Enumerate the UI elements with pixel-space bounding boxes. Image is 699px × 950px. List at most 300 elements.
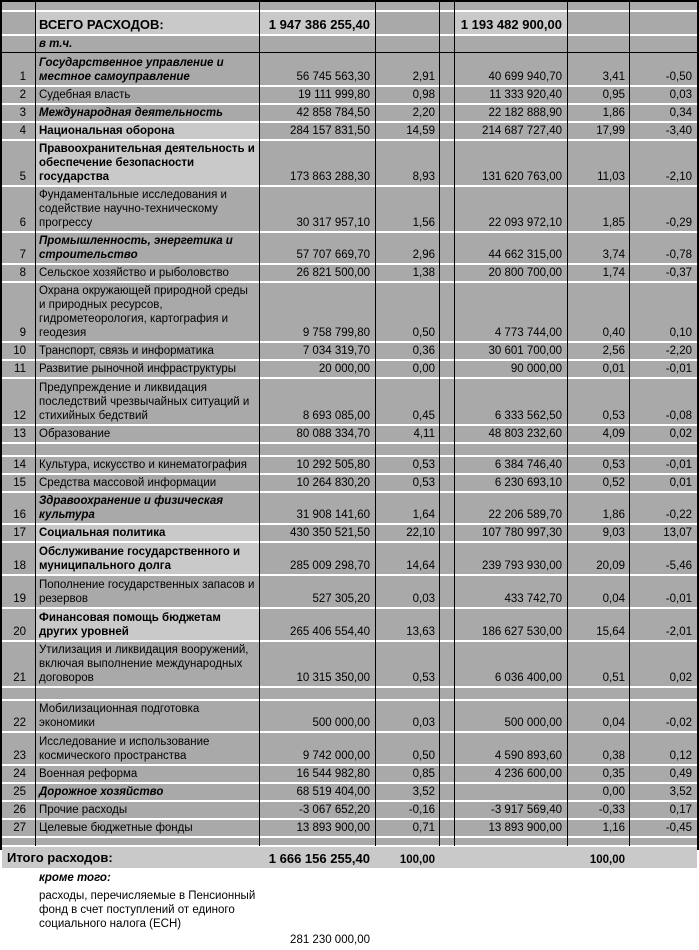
pct-plan-cell[interactable]: 0,36 [412, 345, 435, 357]
amount-plan-cell[interactable] [259, 870, 375, 886]
diff-cell[interactable]: -0,45 [665, 822, 692, 834]
row-number-cell[interactable]: 18 [13, 560, 26, 572]
amount-fact-cell[interactable] [454, 847, 567, 868]
pct-fact-cell[interactable] [567, 838, 629, 845]
empty-cell[interactable] [629, 688, 697, 699]
row-number-cell[interactable]: 20 [13, 626, 26, 638]
gap-cell[interactable] [439, 87, 454, 103]
amount-plan-cell[interactable]: 20 000,00 [318, 363, 370, 375]
table-row [2, 187, 697, 233]
table-row [2, 701, 697, 733]
table-row [2, 475, 697, 493]
gap-cell[interactable] [439, 426, 454, 442]
diff-cell[interactable]: 13,07 [663, 527, 692, 539]
amount-fact-cell[interactable]: 6 384 746,40 [494, 459, 562, 471]
amount-fact-cell[interactable]: 4 236 600,00 [494, 768, 562, 780]
diff-cell[interactable]: 0,01 [669, 477, 692, 489]
subtotal-label[interactable]: Итого расходов: [7, 850, 113, 865]
diff-cell[interactable]: -0,02 [665, 717, 692, 729]
label-cell[interactable]: Культура, искусство и кинематография [39, 459, 247, 471]
pct-plan-cell[interactable] [375, 12, 439, 34]
row-number-cell[interactable]: 22 [13, 717, 26, 729]
amount-fact-cell[interactable]: 22 206 589,70 [488, 509, 562, 521]
diff-cell[interactable] [629, 12, 697, 34]
label-cell[interactable]: Пополнение государственных запасов и резервов [39, 579, 255, 605]
label-cell[interactable]: Утилизация и ликвидация вооружений, включая выполнение международных договоров [39, 644, 249, 684]
amount-fact-cell[interactable]: 90 000,00 [510, 363, 562, 375]
amount-fact-cell[interactable]: 4 590 893,60 [494, 750, 562, 762]
gap-cell[interactable] [439, 361, 454, 377]
subtotal-row [2, 847, 697, 870]
gap-cell[interactable] [439, 283, 454, 341]
amount-fact-cell[interactable]: 107 780 997,30 [482, 527, 562, 539]
table-row [2, 283, 697, 343]
gap-cell[interactable] [439, 543, 454, 574]
empty-cell[interactable] [35, 444, 259, 455]
gap-cell[interactable] [439, 36, 454, 52]
pct-plan-cell[interactable]: -0,16 [408, 804, 435, 816]
amount-fact-cell[interactable]: 239 793 930,00 [482, 560, 562, 572]
empty-cell[interactable] [35, 688, 259, 699]
gap-cell[interactable] [439, 141, 454, 185]
label-cell[interactable] [35, 2, 259, 10]
row-number-cell[interactable]: 24 [13, 768, 26, 780]
row-number-cell[interactable]: 15 [13, 477, 26, 489]
pct-plan-cell[interactable]: 2,96 [412, 249, 435, 261]
diff-cell[interactable] [629, 847, 697, 868]
amount-fact-cell[interactable] [454, 36, 567, 52]
pct-plan-cell[interactable]: 0,03 [412, 717, 435, 729]
gap-cell[interactable] [439, 576, 454, 607]
empty-cell[interactable] [567, 688, 629, 699]
gap-cell[interactable] [439, 766, 454, 782]
gap-cell[interactable] [439, 701, 454, 731]
subtotal-pct-fact[interactable]: 100,00 [589, 854, 625, 866]
gap-cell[interactable] [439, 343, 454, 359]
diff-cell[interactable]: -0,78 [665, 249, 692, 261]
diff-cell[interactable]: -2,01 [665, 626, 692, 638]
row-number-cell[interactable]: 13 [13, 428, 26, 440]
amount-fact-cell[interactable]: -3 917 569,40 [491, 804, 562, 816]
gap-cell[interactable] [439, 525, 454, 541]
row-number-cell[interactable]: 16 [13, 509, 26, 521]
diff-cell[interactable] [629, 870, 697, 886]
row-number-cell[interactable] [2, 2, 35, 10]
row-number-cell[interactable]: 6 [19, 217, 26, 229]
gap-cell[interactable] [439, 2, 454, 10]
empty-cell[interactable] [375, 444, 439, 455]
diff-cell[interactable]: 0,12 [669, 750, 692, 762]
diff-cell[interactable] [629, 888, 697, 948]
pct-plan-cell[interactable] [375, 36, 439, 52]
amount-plan-cell[interactable]: 284 157 831,50 [290, 125, 370, 137]
pct-fact-cell[interactable]: 0,01 [602, 363, 625, 375]
amount-fact-cell[interactable]: 6 333 562,50 [494, 410, 562, 422]
amount-plan-cell[interactable] [259, 2, 375, 10]
empty-cell[interactable] [2, 444, 35, 455]
pct-fact-cell[interactable]: 3,74 [602, 249, 625, 261]
row-number-cell[interactable]: 2 [19, 89, 26, 101]
amount-fact-cell[interactable]: 6 230 693,10 [494, 477, 562, 489]
pct-fact-cell[interactable]: 0,53 [602, 410, 625, 422]
diff-cell[interactable] [629, 838, 697, 845]
pct-fact-cell[interactable]: 3,41 [602, 71, 625, 83]
diff-cell[interactable]: 0,10 [669, 327, 692, 339]
pct-plan-cell[interactable]: 0,00 [412, 363, 435, 375]
amount-fact-cell[interactable] [454, 838, 567, 845]
spacer-row [2, 2, 697, 12]
amount-plan-cell[interactable]: -3 067 652,20 [299, 804, 370, 816]
diff-cell[interactable] [629, 2, 697, 10]
label-cell[interactable]: Целевые бюджетные фонды [39, 822, 193, 834]
diff-cell[interactable]: 0,03 [669, 89, 692, 101]
pct-fact-cell[interactable]: 0,95 [602, 89, 625, 101]
empty-cell[interactable] [454, 444, 567, 455]
amount-fact-cell[interactable]: 11 333 920,40 [489, 89, 562, 101]
diff-cell[interactable]: -0,01 [665, 459, 692, 471]
label-cell[interactable]: Транспорт, связь и информатика [39, 345, 214, 357]
empty-cell[interactable] [2, 688, 35, 699]
pct-plan-cell[interactable]: 0,53 [412, 459, 435, 471]
label-cell[interactable]: Фундаментальные исследования и содействие научно-техническому прогрессу [39, 189, 227, 229]
pct-fact-cell[interactable]: -0,33 [598, 804, 625, 816]
table-row [2, 525, 697, 543]
diff-cell[interactable]: -0,01 [665, 593, 692, 605]
pct-fact-cell[interactable] [567, 870, 629, 886]
pct-fact-cell[interactable]: 1,85 [602, 217, 625, 229]
row-number-cell[interactable]: 8 [19, 267, 26, 279]
amount-fact-cell[interactable]: 13 893 900,00 [488, 822, 562, 834]
diff-cell[interactable]: 3,52 [669, 786, 692, 798]
pct-plan-cell[interactable]: 0,45 [412, 410, 435, 422]
pct-plan-cell[interactable]: 0,71 [412, 822, 435, 834]
amount-fact-cell[interactable] [454, 888, 567, 948]
pct-fact-cell[interactable] [567, 36, 629, 52]
grand-total-amount-fact[interactable]: 1 193 482 900,00 [454, 12, 567, 34]
empty-cell[interactable] [375, 688, 439, 699]
label-cell[interactable]: Охрана окружающей природной среды и природных ресурсов, гидрометеорология, картография и геодезия [39, 285, 248, 339]
label-cell[interactable]: Социальная политика [35, 525, 259, 541]
pct-fact-cell[interactable]: 0,53 [602, 459, 625, 471]
diff-cell[interactable]: 0,02 [669, 672, 692, 684]
amount-plan-cell[interactable]: 31 908 141,60 [296, 509, 370, 521]
label-cell[interactable]: Международная деятельность [39, 107, 223, 119]
label-cell[interactable]: Судебная власть [39, 89, 131, 101]
gap-cell[interactable] [439, 475, 454, 491]
empty-cell[interactable] [439, 444, 454, 455]
diff-cell[interactable]: -0,50 [665, 71, 692, 83]
row-number-cell[interactable]: 17 [13, 527, 26, 539]
diff-cell[interactable]: -3,40 [665, 125, 692, 137]
gap-cell[interactable] [439, 105, 454, 121]
label-cell[interactable]: Мобилизационная подготовка экономики [39, 703, 200, 729]
pct-plan-cell[interactable]: 3,52 [412, 786, 435, 798]
pct-plan-cell[interactable] [375, 888, 439, 948]
amount-plan-cell[interactable]: 500 000,00 [312, 717, 370, 729]
diff-cell[interactable]: 0,49 [669, 768, 692, 780]
row-number-cell[interactable]: 19 [13, 593, 26, 605]
row-number-cell[interactable]: 23 [13, 750, 26, 762]
gap-cell[interactable] [439, 733, 454, 764]
subtotal-amount[interactable]: 1 666 156 255,40 [268, 851, 370, 866]
table-row [2, 820, 697, 838]
amount-plan-cell[interactable]: 265 406 554,40 [290, 626, 370, 638]
amount-plan-cell[interactable]: 527 305,20 [312, 593, 370, 605]
pct-fact-cell[interactable]: 1,74 [602, 267, 625, 279]
row-number-cell[interactable]: 12 [13, 410, 26, 422]
label-cell[interactable]: Финансовая помощь бюджетам других уровней [35, 609, 259, 640]
empty-cell[interactable] [439, 688, 454, 699]
label-cell[interactable]: Обслуживание государственного и муниципального долга [35, 543, 259, 574]
pct-fact-cell[interactable] [567, 2, 629, 10]
gap-cell[interactable] [439, 187, 454, 231]
pct-plan-cell[interactable]: 22,10 [406, 527, 435, 539]
amount-plan-cell[interactable]: 285 009 298,70 [290, 560, 370, 572]
pct-fact-cell[interactable]: 0,51 [602, 672, 625, 684]
amount-plan-cell[interactable]: 7 034 319,70 [302, 345, 370, 357]
amount-plan-cell[interactable]: 13 893 900,00 [296, 822, 370, 834]
amount-fact-cell[interactable]: 4 773 744,00 [494, 327, 562, 339]
amount-fact-cell[interactable]: 214 687 727,40 [482, 125, 562, 137]
diff-cell[interactable]: -0,37 [665, 267, 692, 279]
table-row [2, 609, 697, 642]
row-number-cell[interactable]: 14 [13, 459, 26, 471]
pension-fund-amount[interactable]: 281 230 000,00 [290, 934, 370, 946]
row-number-cell[interactable]: 7 [19, 249, 26, 261]
amount-plan-cell[interactable]: 56 745 563,30 [296, 71, 370, 83]
pct-plan-cell[interactable]: 8,93 [412, 171, 435, 183]
amount-fact-cell[interactable]: 22 182 888,90 [488, 107, 562, 119]
label-cell[interactable]: Средства массовой информации [39, 477, 217, 489]
pct-plan-cell[interactable]: 0,50 [412, 327, 435, 339]
pct-plan-cell[interactable]: 0,98 [412, 89, 435, 101]
label-cell[interactable] [35, 838, 259, 845]
pension-fund-label[interactable]: расходы, перечисляемые в Пенсионный фонд в счет поступлений от единого социального налога (ЕСН) [39, 890, 256, 930]
pct-plan-cell[interactable]: 0,53 [412, 672, 435, 684]
gap-cell[interactable] [439, 457, 454, 473]
pct-fact-cell[interactable]: 9,03 [602, 527, 625, 539]
amount-fact-cell[interactable] [454, 2, 567, 10]
pct-plan-cell[interactable]: 13,63 [406, 626, 435, 638]
amount-plan-cell[interactable]: 10 315 350,00 [296, 672, 370, 684]
label-cell[interactable]: Здравоохранение и физическая культура [39, 495, 223, 521]
pct-plan-cell[interactable]: 0,03 [412, 593, 435, 605]
label-cell[interactable]: Сельское хозяйство и рыболовство [39, 267, 229, 279]
row-number-cell[interactable]: 26 [13, 804, 26, 816]
amount-plan-cell[interactable]: 9 742 000,00 [302, 750, 370, 762]
pct-fact-cell[interactable]: 0,40 [602, 327, 625, 339]
label-cell[interactable]: Исследование и использование космического пространства [39, 736, 210, 762]
amount-plan-cell[interactable]: 10 264 830,20 [296, 477, 370, 489]
row-number-cell[interactable]: 5 [19, 171, 26, 183]
empty-cell[interactable] [629, 444, 697, 455]
gap-cell[interactable] [439, 784, 454, 800]
pct-fact-cell[interactable]: 17,99 [596, 125, 625, 137]
amount-plan-cell[interactable]: 19 111 999,80 [298, 89, 370, 101]
amount-plan-cell[interactable]: 30 317 957,10 [296, 217, 370, 229]
label-cell[interactable]: Правоохранительная деятельность и обеспечение безопасности государства [35, 141, 259, 185]
amount-plan-cell[interactable] [259, 36, 375, 52]
label-cell[interactable]: Промышленность, энергетика и строительство [39, 235, 233, 261]
row-number-cell[interactable] [2, 870, 35, 886]
pct-fact-cell[interactable]: 1,86 [602, 107, 625, 119]
amount-plan-cell[interactable]: 26 821 500,00 [296, 267, 370, 279]
gap-cell[interactable] [439, 838, 454, 845]
gap-cell[interactable] [439, 265, 454, 281]
diff-cell[interactable]: -0,08 [665, 410, 692, 422]
amount-plan-cell[interactable]: 42 858 784,50 [296, 107, 370, 119]
diff-cell[interactable]: -5,46 [665, 560, 692, 572]
pct-fact-cell[interactable]: 11,03 [597, 171, 625, 183]
amount-plan-cell[interactable] [259, 838, 375, 845]
diff-cell[interactable]: -0,29 [665, 217, 692, 229]
pct-plan-cell[interactable]: 2,20 [412, 107, 435, 119]
amount-fact-cell[interactable]: 500 000,00 [504, 717, 562, 729]
label-cell[interactable]: Прочие расходы [39, 804, 128, 816]
spacer-row [2, 444, 697, 457]
pct-fact-cell[interactable]: 4,09 [602, 428, 625, 440]
pct-fact-cell[interactable]: 0,52 [602, 477, 625, 489]
diff-cell[interactable]: 0,17 [669, 804, 692, 816]
pct-fact-cell[interactable]: 0,35 [602, 768, 625, 780]
pct-fact-cell[interactable] [567, 888, 629, 948]
grand-total-amount-plan[interactable]: 1 947 386 255,40 [259, 12, 375, 34]
row-number-cell[interactable]: 9 [19, 327, 26, 339]
pct-fact-cell[interactable]: 2,56 [602, 345, 625, 357]
gap-cell[interactable] [439, 609, 454, 640]
amount-plan-cell[interactable]: 68 519 404,00 [296, 786, 370, 798]
grand-total-label[interactable]: ВСЕГО РАСХОДОВ: [35, 12, 259, 34]
label-cell[interactable]: Предупреждение и ликвидация последствий чрезвычайных ситуаций и стихийных бедствий [39, 382, 250, 422]
pct-plan-cell[interactable]: 0,85 [412, 768, 435, 780]
amount-fact-cell[interactable]: 20 800 700,00 [488, 267, 562, 279]
pct-plan-cell[interactable]: 0,53 [412, 477, 435, 489]
pct-fact-cell[interactable]: 0,04 [602, 593, 625, 605]
amount-plan-cell[interactable]: 8 693 085,00 [302, 410, 370, 422]
table-row [2, 265, 697, 283]
diff-cell[interactable]: -2,20 [665, 345, 692, 357]
row-number-cell[interactable]: 4 [19, 125, 26, 137]
gap-cell[interactable] [439, 493, 454, 523]
amount-plan-cell[interactable]: 10 292 505,80 [296, 459, 370, 471]
diff-cell[interactable]: 0,02 [669, 428, 692, 440]
besides-label[interactable]: кроме того: [39, 872, 111, 884]
amount-plan-cell[interactable]: 173 863 288,30 [290, 171, 370, 183]
pct-plan-cell[interactable]: 1,64 [412, 509, 435, 521]
amount-fact-cell[interactable]: 44 662 315,00 [488, 249, 562, 261]
diff-cell[interactable]: -0,22 [665, 509, 692, 521]
amount-plan-cell[interactable]: 16 544 982,80 [296, 768, 370, 780]
diff-cell[interactable] [629, 36, 697, 52]
amount-fact-cell[interactable]: 30 601 700,00 [488, 345, 562, 357]
table-row [2, 457, 697, 475]
row-number-cell[interactable] [2, 12, 35, 34]
empty-cell[interactable] [259, 444, 375, 455]
pct-plan-cell[interactable] [375, 838, 439, 845]
amount-plan-cell[interactable]: 80 088 334,70 [296, 428, 370, 440]
diff-cell[interactable]: -2,10 [665, 171, 692, 183]
gap-cell[interactable] [439, 642, 454, 686]
gap-cell[interactable] [439, 847, 454, 868]
amount-fact-cell[interactable]: 433 742,70 [504, 593, 562, 605]
pct-plan-cell[interactable]: 1,38 [412, 267, 435, 279]
amount-plan-cell[interactable]: 9 758 799,80 [302, 327, 370, 339]
gap-cell[interactable] [439, 888, 454, 948]
pct-plan-cell[interactable]: 2,91 [412, 71, 435, 83]
row-number-cell[interactable]: 25 [13, 786, 26, 798]
empty-cell[interactable] [259, 688, 375, 699]
label-cell[interactable]: Образование [39, 428, 111, 440]
row-number-cell[interactable] [2, 888, 35, 948]
row-number-cell[interactable] [2, 36, 35, 52]
pct-fact-cell[interactable]: 20,09 [596, 560, 625, 572]
pct-fact-cell[interactable]: 0,00 [602, 786, 625, 798]
gap-cell[interactable] [439, 820, 454, 836]
pct-fact-cell[interactable]: 15,64 [596, 626, 625, 638]
gap-cell[interactable] [439, 12, 454, 34]
pct-plan-cell[interactable]: 4,11 [413, 428, 435, 440]
pct-fact-cell[interactable]: 0,04 [602, 717, 625, 729]
amount-fact-cell[interactable] [454, 870, 567, 886]
label-cell[interactable]: Дорожное хозяйство [39, 786, 164, 798]
including-label[interactable]: в т.ч. [39, 38, 73, 50]
gap-cell[interactable] [439, 123, 454, 139]
amount-fact-cell[interactable]: 40 699 940,70 [488, 71, 562, 83]
gap-cell[interactable] [439, 870, 454, 886]
pct-plan-cell[interactable]: 1,56 [412, 217, 435, 229]
diff-cell[interactable]: -0,01 [665, 363, 692, 375]
label-cell[interactable]: Военная реформа [39, 768, 138, 780]
row-number-cell[interactable]: 21 [13, 672, 26, 684]
gap-cell[interactable] [439, 802, 454, 818]
label-cell[interactable]: Государственное управление и местное самоуправление [39, 57, 224, 83]
pct-fact-cell[interactable]: 1,16 [602, 822, 625, 834]
gap-cell[interactable] [439, 53, 454, 85]
label-cell[interactable]: Развитие рыночной инфраструктуры [39, 363, 237, 375]
amount-fact-cell[interactable]: 186 627 530,00 [482, 626, 562, 638]
pct-fact-cell[interactable] [567, 12, 629, 34]
empty-cell[interactable] [567, 444, 629, 455]
spacer-row [2, 838, 697, 847]
amount-fact-cell[interactable]: 22 093 972,10 [488, 217, 562, 229]
row-number-cell[interactable]: 27 [13, 822, 26, 834]
pct-plan-cell[interactable] [375, 870, 439, 886]
gap-cell[interactable] [439, 233, 454, 263]
amount-fact-cell[interactable]: 48 803 232,60 [488, 428, 562, 440]
label-cell[interactable]: Национальная оборона [35, 123, 259, 139]
pct-plan-cell[interactable]: 0,50 [412, 750, 435, 762]
amount-fact-cell[interactable]: 6 036 400,00 [494, 672, 562, 684]
amount-plan-cell[interactable]: 57 707 669,70 [296, 249, 370, 261]
pct-fact-cell[interactable]: 0,38 [602, 750, 625, 762]
row-number-cell[interactable]: 3 [19, 107, 26, 119]
amount-plan-cell[interactable]: 430 350 521,50 [290, 527, 370, 539]
amount-fact-cell[interactable]: 131 620 763,00 [482, 171, 562, 183]
diff-cell[interactable]: 0,34 [669, 107, 692, 119]
empty-cell[interactable] [454, 688, 567, 699]
row-number-cell[interactable]: 1 [19, 71, 26, 83]
amount-fact-cell[interactable] [454, 784, 567, 800]
row-number-cell[interactable]: 10 [13, 345, 26, 357]
pct-plan-cell[interactable]: 14,64 [406, 560, 435, 572]
pct-plan-cell[interactable] [375, 2, 439, 10]
pct-plan-cell[interactable]: 14,59 [406, 125, 435, 137]
subtotal-pct-plan[interactable]: 100,00 [399, 854, 435, 866]
row-number-cell[interactable]: 11 [14, 363, 26, 375]
gap-cell[interactable] [439, 379, 454, 424]
pct-fact-cell[interactable]: 1,86 [602, 509, 625, 521]
row-number-cell[interactable] [2, 838, 35, 845]
